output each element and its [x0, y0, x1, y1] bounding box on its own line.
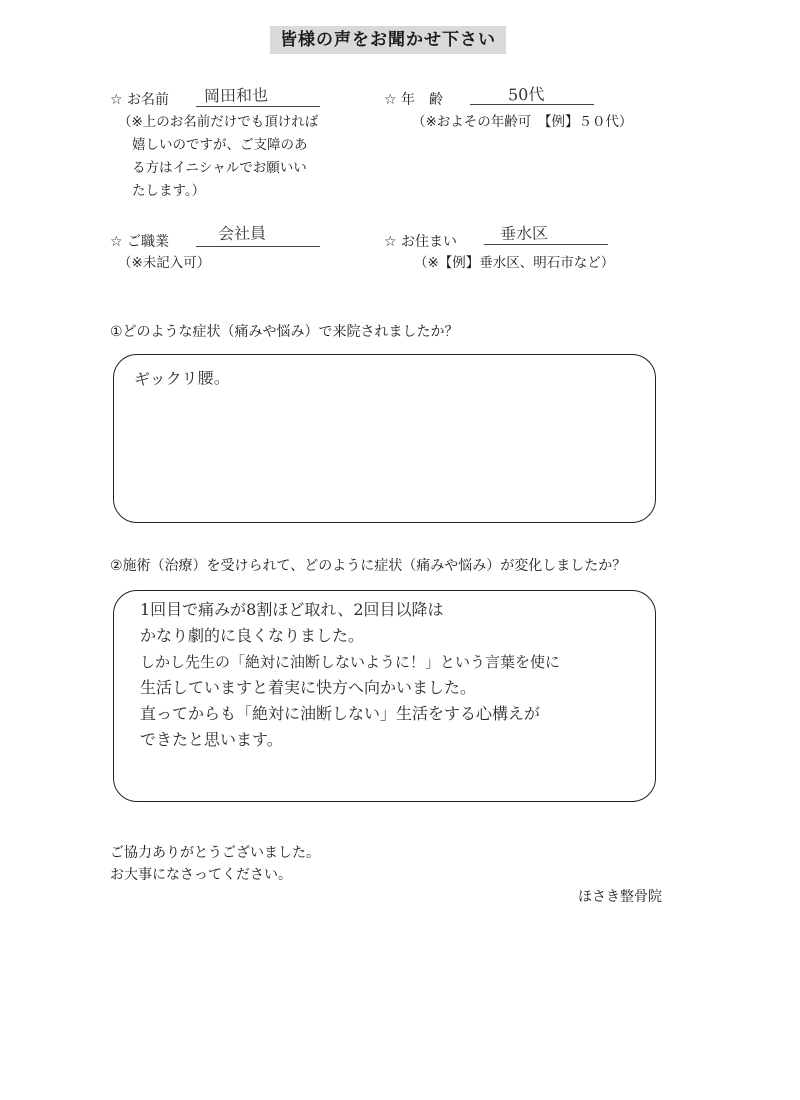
- answer-2-line: 1回目で痛みが8割ほど取れ、2回目以降は: [140, 600, 444, 619]
- answer-2-line: かなり劇的に良くなりました。: [140, 626, 365, 645]
- name-note-line: る方はイニシャルでお願いい: [132, 160, 307, 176]
- job-underline: [196, 246, 320, 247]
- closing-line: お大事になさってください。: [110, 867, 292, 883]
- name-note-line: 嬉しいのですが、ご支障のあ: [132, 137, 308, 153]
- answer-2-text: [140, 597, 560, 753]
- closing-message: [110, 842, 320, 886]
- name-note: [118, 111, 318, 203]
- name-value: 岡田和也: [203, 85, 269, 106]
- residence-note: （※【例】垂水区、明石市など）: [414, 255, 615, 271]
- name-underline: [196, 106, 320, 107]
- age-note: （※およその年齢可 【例】５０代）: [412, 114, 633, 130]
- residence-value: 垂水区: [499, 223, 549, 244]
- answer-2-line: 直ってからも「絶対に油断しない」生活をする心構えが: [140, 704, 541, 723]
- age-underline: [470, 104, 594, 105]
- job-value: 会社員: [217, 223, 267, 244]
- answer-box-2: [113, 590, 656, 802]
- name-note-line: （※上のお名前だけでも頂ければ: [118, 114, 319, 130]
- answer-2-line: しかし先生の「絶対に油断しないように！」という言葉を使に: [140, 653, 561, 671]
- name-note-line: たします。）: [132, 183, 206, 199]
- answer-2-line: できたと思います。: [140, 730, 283, 749]
- job-label: ☆ ご職業: [110, 234, 170, 250]
- clinic-name: ほさき整骨院: [578, 889, 662, 905]
- question-1: ①どのような症状（痛みや悩み）で来院されましたか？: [110, 324, 459, 340]
- answer-1-text: ギックリ腰。: [133, 368, 230, 389]
- residence-label: ☆ お住まい: [384, 234, 458, 250]
- residence-underline: [484, 244, 608, 245]
- page-title: 皆様の声をお聞かせ下さい: [270, 26, 506, 54]
- question-2: ②施術（治療）を受けられて、どのように症状（痛みや悩み）が変化しましたか？: [110, 558, 627, 574]
- age-label: ☆ 年 齢: [384, 92, 444, 108]
- job-note: （※未記入可）: [118, 255, 211, 271]
- answer-2-line: 生活していますと着実に快方へ向かいました。: [140, 678, 477, 697]
- answer-box-1: [113, 354, 656, 523]
- name-label: ☆ お名前: [110, 92, 170, 108]
- age-value: 50代: [507, 84, 545, 105]
- closing-line: ご協力ありがとうございました。: [110, 845, 320, 861]
